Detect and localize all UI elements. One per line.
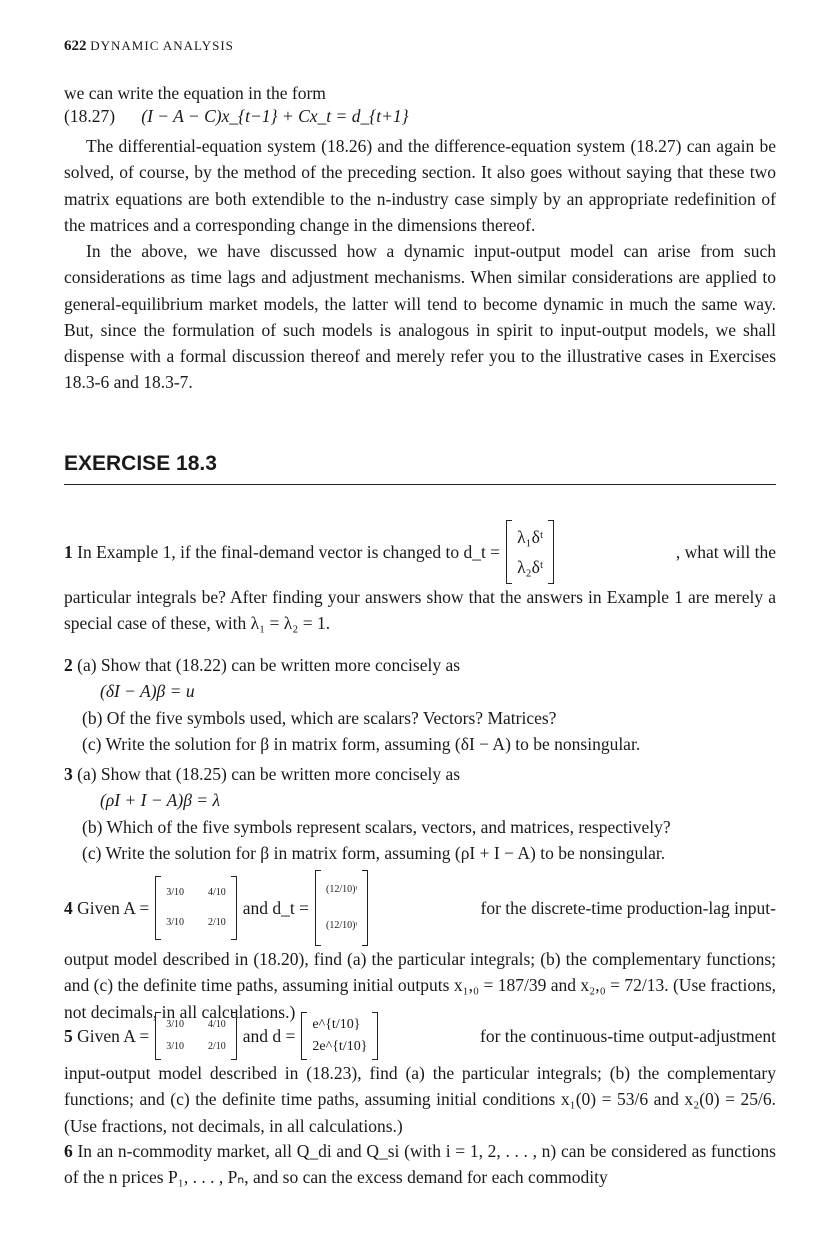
q3-c: (c) Write the solution for β in matrix form, assuming (ρI + I − A) to be nonsingular. bbox=[82, 842, 666, 863]
exercise-6 bbox=[64, 1138, 776, 1191]
matrix-entry: 3/10 bbox=[166, 1019, 184, 1030]
matrix-a bbox=[155, 1012, 237, 1060]
q2-equation: (δI − A)β = u bbox=[100, 681, 195, 702]
equation-18-27 bbox=[64, 106, 776, 127]
matrix-a bbox=[155, 876, 237, 940]
matrix-entry: 4/10 bbox=[208, 887, 226, 898]
demand-vector bbox=[506, 520, 554, 584]
exercise-4 bbox=[64, 870, 776, 1025]
matrix-entry: 2/10 bbox=[208, 917, 226, 928]
q5-rest: input-output model described in (18.23), find (a) the particular integrals; (b) the complementary functions; and (c) the definite time paths, assuming initial conditions x₁(0) = 53/6 and x₂(0) = 25/6. (Use fractions, not decimals, in all calculations.) bbox=[64, 1063, 776, 1136]
q4-and: and d_t = bbox=[242, 897, 310, 918]
vector-d bbox=[315, 870, 368, 946]
vector-entry: e^{t/10} bbox=[312, 1017, 361, 1032]
matrix-entry: 3/10 bbox=[166, 1041, 184, 1052]
paragraph-1: The differential-equation system (18.26) and the difference-equation system (18.27) can again be solved, of course, by the method of the preceding section. It also goes without saying that these two matrix equations are both extendible to the n-industry case simply by an appropriate redefinition of the matrices and a corresponding change in the dimensions thereof. bbox=[64, 136, 776, 235]
exercise-number: 1 bbox=[64, 541, 73, 562]
q6-text: In an n-commodity market, all Q_di and Q_si (with i = 1, 2, . . . , n) can be considered as functions of the n prices P₁, . . . , Pₙ, and so can the excess demand for each commodity bbox=[64, 1141, 776, 1188]
paragraph-2: In the above, we have discussed how a dynamic input-output model can arise from such considerations as time lags and adjustment mechanisms. When similar considerations are applied to general-equilibrium market models, the latter will tend to become dynamic in much the same way. But, since the formulation of such models is analogous in spirit to input-output models, we shall dispense with a formal discussion thereof and merely refer you to the illustrative cases in Exercises 18.3-6 and 18.3-7. bbox=[64, 241, 776, 393]
q5-given: Given A = bbox=[77, 1025, 150, 1046]
exercise-number: 5 bbox=[64, 1025, 73, 1046]
q4-post: for the discrete-time production-lag input- bbox=[480, 897, 776, 918]
running-header bbox=[64, 38, 776, 55]
q3-a: (a) Show that (18.25) can be written more concisely as bbox=[77, 764, 461, 784]
exercise-3 bbox=[64, 761, 776, 866]
vector-entry: λ₁δᵗ bbox=[517, 526, 544, 547]
exercise-number: 4 bbox=[64, 897, 73, 918]
vector-entry: 2e^{t/10} bbox=[312, 1039, 368, 1054]
intro-line: we can write the equation in the form bbox=[64, 83, 326, 103]
page-number: 622 bbox=[64, 38, 87, 54]
q1-pre: In Example 1, if the final-demand vector is changed to d_t = bbox=[77, 541, 501, 562]
matrix-entry: 4/10 bbox=[208, 1019, 226, 1030]
vector-entry: (12/10)ᵗ bbox=[326, 884, 358, 895]
exercise-number: 6 bbox=[64, 1141, 73, 1161]
exercise-title: EXERCISE 18.3 bbox=[64, 452, 217, 475]
q1-post: , what will the bbox=[675, 541, 776, 562]
equation-number: (18.27) bbox=[64, 106, 116, 126]
q2-a: (a) Show that (18.22) can be written more concisely as bbox=[77, 655, 461, 675]
q1-rest: particular integrals be? After finding your answers show that the answers in Example 1 are merely a special case of these, with λ₁ = λ₂ = 1. bbox=[64, 587, 776, 634]
vector-d bbox=[301, 1012, 378, 1060]
q5-post: for the continuous-time output-adjustment bbox=[480, 1025, 776, 1046]
q3-b: (b) Which of the five symbols represent scalars, vectors, and matrices, respectively? bbox=[82, 816, 671, 837]
exercise-number: 2 bbox=[64, 655, 73, 675]
exercise-5 bbox=[64, 1012, 776, 1139]
matrix-entry: 2/10 bbox=[208, 1041, 226, 1052]
matrix-entry: 3/10 bbox=[166, 887, 184, 898]
exercise-number: 3 bbox=[64, 764, 73, 784]
divider bbox=[64, 484, 776, 485]
q5-and: and d = bbox=[242, 1025, 296, 1046]
vector-entry: (12/10)ᵗ bbox=[326, 920, 358, 931]
q2-c: (c) Write the solution for β in matrix form, assuming (δI − A) to be nonsingular. bbox=[82, 733, 641, 754]
exercise-2 bbox=[64, 652, 776, 757]
vector-entry: λ₂δᵗ bbox=[517, 556, 544, 577]
q4-rest: output model described in (18.20), find (a) the particular integrals; (b) the complementary functions; and (c) the definite time paths, assuming initial outputs x₁,₀ = 187/39 and x₂,₀ = 72/13. (Use fractions, not decimals, in all calculations.) bbox=[64, 949, 776, 1022]
q4-given: Given A = bbox=[77, 897, 150, 918]
section-title: DYNAMIC ANALYSIS bbox=[90, 38, 234, 53]
equation-text: (I − A − C)x_{t−1} + Cx_t = d_{t+1} bbox=[141, 106, 409, 126]
matrix-entry: 3/10 bbox=[166, 917, 184, 928]
q2-b: (b) Of the five symbols used, which are scalars? Vectors? Matrices? bbox=[82, 707, 557, 728]
q3-equation: (ρI + I − A)β = λ bbox=[100, 790, 221, 811]
exercise-1 bbox=[64, 520, 776, 637]
